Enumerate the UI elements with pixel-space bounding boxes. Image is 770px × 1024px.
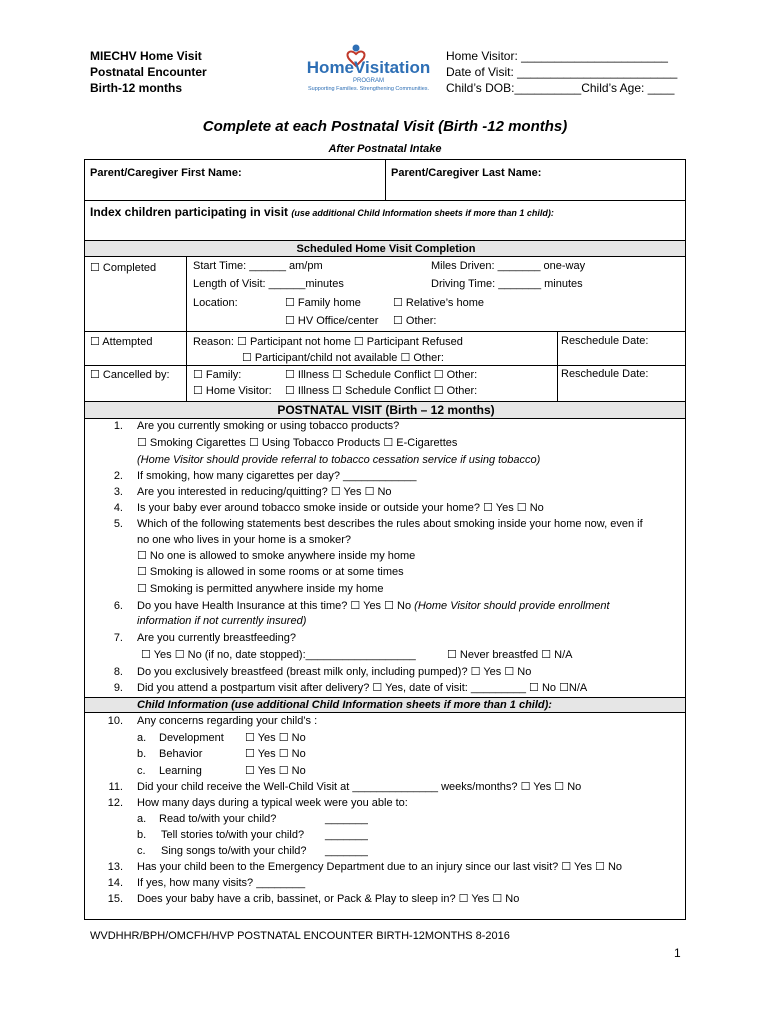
q11-text[interactable]: Did your child receive the Well-Child Visit at ______________ weeks/months? ☐ Yes ☐ No [137,781,582,793]
home-visitation-logo [306,42,431,104]
q6-text[interactable] [137,599,610,613]
reschedule-date-attempted[interactable]: Reschedule Date: [561,335,649,347]
q9-text[interactable]: Did you attend a postpartum visit after delivery? ☐ Yes, date of visit: _________ ☐ No ☐N/A [137,682,588,694]
q12b-blank[interactable]: _______ [325,829,368,841]
q12-number: 12. [107,797,123,809]
completed-checkbox[interactable]: ☐ Completed [90,262,157,274]
q10c-letter: c. [137,765,146,777]
q12c-label: Sing songs to/with your child? [161,845,307,857]
q5-option-some[interactable]: ☐ Smoking is allowed in some rooms or at some times [137,566,404,578]
q10a-options[interactable]: ☐ Yes ☐ No [245,732,306,744]
q2-number: 2. [113,470,123,482]
index-children-note: (use additional Child Information sheets if more than 1 child): [291,208,554,218]
scheduled-visit-heading: Scheduled Home Visit Completion [296,243,476,255]
q12c-letter: c. [137,845,146,857]
q8-number: 8. [113,666,123,678]
q15-number: 15. [107,893,123,905]
q7-number: 7. [113,632,123,644]
q7-text: Are you currently breastfeeding? [137,632,296,644]
logo-tagline: Supporting Families. Strengthening Communities. [307,86,430,92]
reschedule-date-cancelled[interactable]: Reschedule Date: [561,368,649,380]
q4-text[interactable]: Is your baby ever around tobacco smoke inside or outside your home? ☐ Yes ☐ No [137,502,544,514]
q11-number: 11. [108,781,123,793]
page-title: Complete at each Postnatal Visit (Birth -12 months) [202,118,568,135]
q2-text[interactable]: If smoking, how many cigarettes per day? ____________ [137,470,417,482]
q14-text[interactable]: If yes, how many visits? ________ [137,877,306,889]
q10b-letter: b. [137,748,147,760]
attempt-reason-options-2[interactable]: ☐ Participant/child not available ☐ Other: [242,352,444,364]
q5-text-line2: no one who lives in your home is a smoker? [137,534,351,546]
q10a-label: Development [159,732,224,744]
q6-question: Do you have Health Insurance at this time? ☐ Yes ☐ No [137,600,412,612]
child-dob-age-field[interactable]: Child’s DOB:__________Child’s Age: ____ [446,81,675,95]
q12b-letter: b. [137,829,147,841]
q12-text: How many days during a typical week were you able to: [137,797,408,809]
index-children-label: Index children participating in visit [90,205,289,219]
form-id-block [90,48,207,96]
q1-number: 1. [113,420,123,432]
parent-last-name-field[interactable]: Parent/Caregiver Last Name: [391,167,542,179]
q3-number: 3. [113,486,123,498]
date-of-visit-field[interactable]: Date of Visit: ________________________ [446,65,678,79]
parent-first-name-field[interactable]: Parent/Caregiver First Name: [90,167,242,179]
attempt-reason-options[interactable]: Reason: ☐ Participant not home ☐ Participant Refused [193,336,463,348]
location-relative-home-checkbox[interactable]: ☐ Relative’s home [393,297,484,309]
index-children-field[interactable] [90,205,554,220]
page-number: 1 [674,946,681,960]
q10-text: Any concerns regarding your child’s : [137,715,318,727]
q8-text[interactable]: Do you exclusively breastfeed (breast milk only, including pumped)? ☐ Yes ☐ No [137,666,532,678]
location-hv-office-checkbox[interactable]: ☐ HV Office/center [285,315,379,327]
cancel-family-checkbox[interactable]: ☐ Family: [193,369,242,381]
q13-text[interactable]: Has your child been to the Emergency Department due to an injury since our last visit? ☐ Yes ☐ No [137,861,623,873]
logo-text: HomeVisitation [306,58,431,77]
q5-text-line1: Which of the following statements best describes the rules about smoking inside your home now, even if [137,518,643,530]
cancel-family-reasons[interactable]: ☐ Illness ☐ Schedule Conflict ☐ Other: [285,369,478,381]
q10b-options[interactable]: ☐ Yes ☐ No [245,748,306,760]
q15-text[interactable]: Does your baby have a crib, bassinet, or Pack & Play to sleep in? ☐ Yes ☐ No [137,893,520,905]
cancel-hv-reasons[interactable]: ☐ Illness ☐ Schedule Conflict ☐ Other: [285,385,478,397]
logo-sub: PROGRAM [352,78,384,84]
page-subtitle: After Postnatal Intake [328,143,442,155]
q4-number: 4. [113,502,123,514]
cancel-home-visitor-checkbox[interactable]: ☐ Home Visitor: [193,385,272,397]
home-visitor-field[interactable]: Home Visitor: ______________________ [446,49,668,63]
location-label: Location: [193,297,238,309]
q10b-label: Behavior [159,748,203,760]
form-frame [84,159,686,920]
q12a-letter: a. [137,813,147,825]
visit-length-field[interactable]: Length of Visit: ______minutes [193,278,344,290]
q13-number: 13. [107,861,123,873]
form-footer: WVDHHR/BPH/OMCFH/HVP POSTNATAL ENCOUNTER BIRTH-12MONTHS 8-2016 [90,930,510,942]
q1-options[interactable]: ☐ Smoking Cigarettes ☐ Using Tobacco Products ☐ E-Cigarettes [137,437,458,449]
start-time-field[interactable]: Start Time: ______ am/pm [193,260,323,272]
postnatal-visit-heading: POSTNATAL VISIT (Birth – 12 months) [277,403,495,417]
driving-time-field[interactable]: Driving Time: _______ minutes [431,278,583,290]
location-family-home-checkbox[interactable]: ☐ Family home [285,297,361,309]
q7-options[interactable]: ☐ Yes ☐ No (if no, date stopped):__________________ [141,649,416,661]
location-other-checkbox[interactable]: ☐ Other: [393,315,437,327]
q12a-label: Read to/with your child? [159,813,277,825]
q5-number: 5. [113,518,123,530]
cancelled-by-checkbox[interactable]: ☐ Cancelled by: [90,369,170,381]
q14-number: 14. [107,877,123,889]
miles-driven-field[interactable]: Miles Driven: _______ one-way [431,260,586,272]
q10c-options[interactable]: ☐ Yes ☐ No [245,765,306,777]
q12a-blank[interactable]: _______ [325,813,368,825]
q3-text[interactable]: Are you interested in reducing/quitting? ☐ Yes ☐ No [137,486,392,498]
q6-number: 6. [113,600,123,612]
q1-text: Are you currently smoking or using tobacco products? [137,420,400,432]
q10a-letter: a. [137,732,147,744]
form-age-range: Birth-12 months [90,81,183,95]
q12b-label: Tell stories to/with your child? [161,829,305,841]
child-info-heading: Child Information (use additional Child Information sheets if more than 1 child): [137,699,552,711]
form-type: Postnatal Encounter [90,65,207,79]
q5-option-anywhere[interactable]: ☐ Smoking is permitted anywhere inside my home [137,583,384,595]
q1-note: (Home Visitor should provide referral to tobacco cessation service if using tobacco) [137,454,541,466]
q5-option-none[interactable]: ☐ No one is allowed to smoke anywhere inside my home [137,550,416,562]
q10c-label: Learning [159,765,202,777]
q7-never-options[interactable]: ☐ Never breastfed ☐ N/A [447,649,573,661]
q10-number: 10. [107,715,123,727]
q12c-blank[interactable]: _______ [325,845,368,857]
visit-info-block [446,48,677,96]
attempted-checkbox[interactable]: ☐ Attempted [90,336,153,348]
q6-note: (Home Visitor should provide enrollment [414,600,610,612]
q9-number: 9. [113,682,123,694]
q6-note-line2: information if not currently insured) [137,615,307,627]
form-program: MIECHV Home Visit [90,49,202,63]
